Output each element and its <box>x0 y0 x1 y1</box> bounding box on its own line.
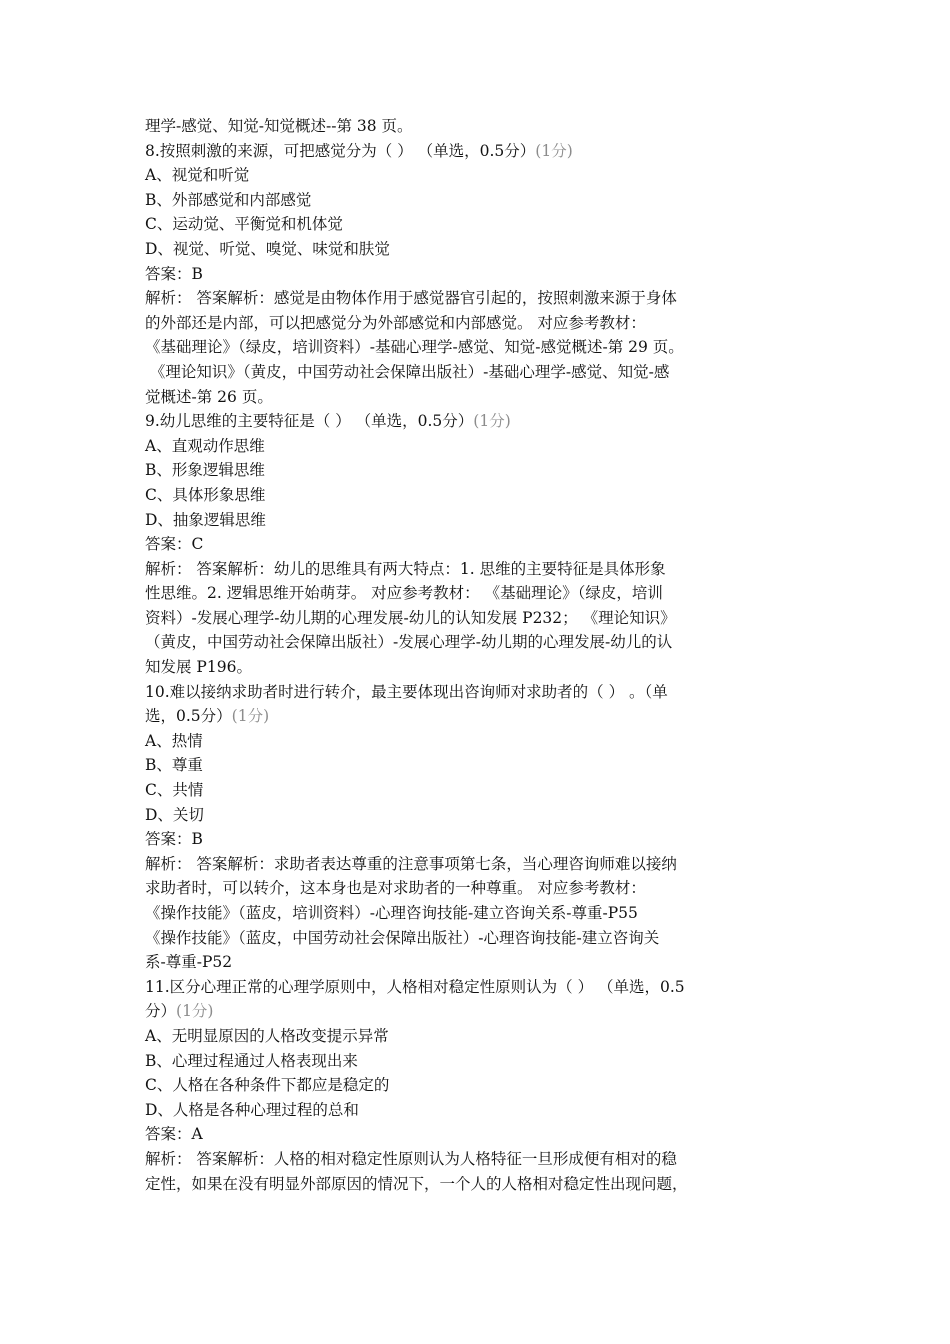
explanation-line: 《操作技能》（蓝皮，中国劳动社会保障出版社）-心理咨询技能-建立咨询关 <box>145 928 660 947</box>
score-label: (1分) <box>535 141 573 160</box>
question-stem-cont <box>145 704 815 729</box>
explanation-line: 的外部还是内部，可以把感觉分为外部感觉和内部感觉。 对应参考教材： <box>145 313 646 332</box>
option-c: C、具体形象思维 <box>145 485 266 504</box>
question-stem: 10.难以接纳求助者时进行转介，最主要体现出咨询师对求助者的（ ） 。（单 <box>145 682 668 701</box>
option-d: D、人格是各种心理过程的总和 <box>145 1100 359 1119</box>
explanation-line: 《基础理论》（绿皮，培训资料）-基础心理学-感觉、知觉-感觉概述-第 29 页。 <box>145 338 684 357</box>
explanation-line: 系-尊重-P52 <box>145 953 233 972</box>
explanation-line: 解析： 答案解析：求助者表达尊重的注意事项第七条，当心理咨询师难以接纳 <box>145 854 677 873</box>
question-stem-cont <box>145 999 815 1024</box>
answer: 答案：B <box>145 264 203 283</box>
score-label: (1分) <box>473 412 511 431</box>
explanation-line: 性思维。2. 逻辑思维开始萌芽。 对应参考教材： 《基础理论》（绿皮，培训 <box>145 584 663 603</box>
answer: 答案：C <box>145 535 204 554</box>
option-c: C、共情 <box>145 781 204 800</box>
option-c: C、人格在各种条件下都应是稳定的 <box>145 1076 390 1095</box>
question-9 <box>145 409 815 680</box>
option-b: B、形象逻辑思维 <box>145 461 265 480</box>
option-b: B、心理过程通过人格表现出来 <box>145 1051 358 1070</box>
explanation-line: 资料）-发展心理学-幼儿期的心理发展-幼儿的认知发展 P232； 《理论知识》 <box>145 608 676 627</box>
option-a: A、热情 <box>145 731 203 750</box>
question-stem: 11.区分心理正常的心理学原则中，人格相对稳定性原则认为（ ） （单选，0.5 <box>145 977 685 996</box>
question-text: 选，0.5分） <box>145 707 232 726</box>
question-text: 分） <box>145 1002 177 1021</box>
question-text: 9.幼儿思维的主要特征是（ ） （单选，0.5分） <box>145 412 474 431</box>
explanation-line: 求助者时，可以转介，这本身也是对求助者的一种尊重。 对应参考教材： <box>145 879 646 898</box>
question-text: 8.按照刺激的来源，可把感觉分为（ ） （单选，0.5分） <box>145 141 536 160</box>
explanation-line: 觉概述-第 26 页。 <box>145 387 273 406</box>
question-10 <box>145 680 815 975</box>
question-stem <box>145 139 815 164</box>
option-d: D、关切 <box>145 805 204 824</box>
explanation-line: 《理论知识》（黄皮，中国劳动社会保障出版社）-基础心理学-感觉、知觉-感 <box>145 362 670 381</box>
answer: 答案：A <box>145 1125 203 1144</box>
option-b: B、尊重 <box>145 756 203 775</box>
explanation-line: 定性，如果在没有明显外部原因的情况下，一个人的人格相对稳定性出现问题， <box>145 1174 688 1193</box>
option-a: A、直观动作思维 <box>145 436 265 455</box>
document-page <box>145 114 815 1196</box>
option-d: D、抽象逻辑思维 <box>145 510 266 529</box>
score-label: (1分) <box>176 1002 214 1021</box>
option-c: C、运动觉、平衡觉和机体觉 <box>145 215 343 234</box>
question-stem <box>145 409 815 434</box>
explanation-line: 《操作技能》（蓝皮，培训资料）-心理咨询技能-建立咨询关系-尊重-P55 <box>145 904 638 922</box>
intro-line: 理学-感觉、知觉-知觉概述--第 38 页。 <box>145 117 413 135</box>
explanation-line: 解析： 答案解析：人格的相对稳定性原则认为人格特征一旦形成便有相对的稳 <box>145 1149 677 1168</box>
option-a: A、无明显原因的人格改变提示异常 <box>145 1026 389 1045</box>
option-b: B、外部感觉和内部感觉 <box>145 190 312 209</box>
explanation-line: 解析： 答案解析：感觉是由物体作用于感觉器官引起的，按照刺激来源于身体 <box>145 289 677 308</box>
question-11 <box>145 975 815 1196</box>
option-d: D、视觉、听觉、嗅觉、味觉和肤觉 <box>145 239 390 258</box>
question-8 <box>145 139 815 410</box>
answer: 答案：B <box>145 830 203 849</box>
explanation-line: 知发展 P196。 <box>145 658 252 677</box>
score-label: (1分) <box>231 707 270 726</box>
explanation-line: （黄皮，中国劳动社会保障出版社）-发展心理学-幼儿期的心理发展-幼儿的认 <box>145 633 673 652</box>
option-a: A、视觉和听觉 <box>145 166 250 185</box>
explanation-line: 解析： 答案解析：幼儿的思维具有两大特点：1. 思维的主要特征是具体形象 <box>145 559 666 578</box>
